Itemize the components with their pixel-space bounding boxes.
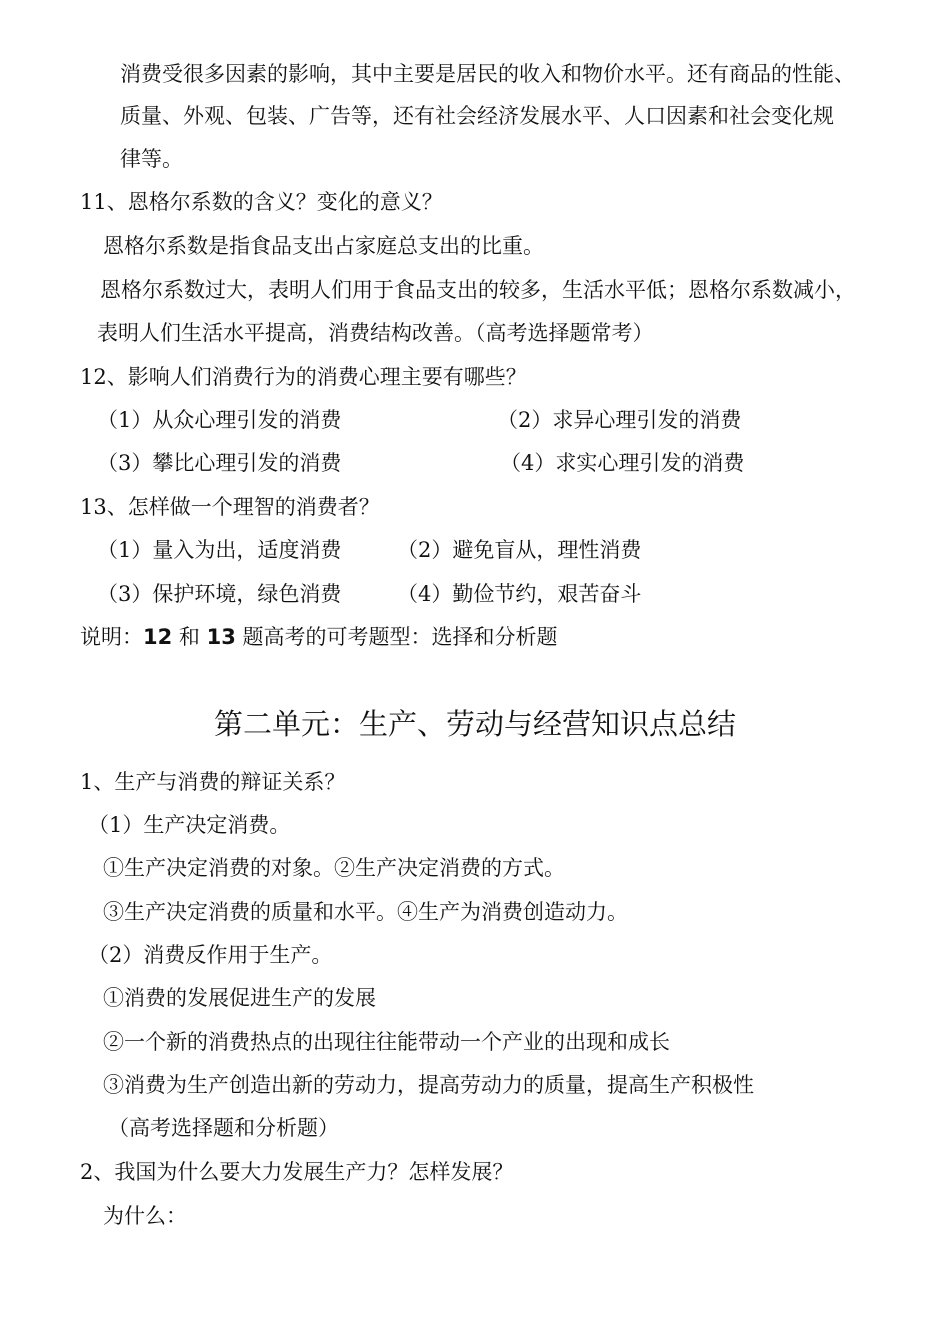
question-title: 1、生产与消费的辩证关系？ bbox=[80, 770, 346, 794]
paragraph-line: 消费受很多因素的影响，其中主要是居民的收入和物价水平。还有商品的性能、 bbox=[120, 62, 855, 86]
answer-line: 恩格尔系数是指食品支出占家庭总支出的比重。 bbox=[103, 234, 544, 258]
note-number-12: 12 bbox=[143, 625, 173, 649]
list-item: （1）从众心理引发的消费 bbox=[97, 408, 342, 432]
list-item: （2）避免盲从，理性消费 bbox=[397, 538, 642, 562]
answer-line: ②一个新的消费热点的出现往往能带动一个产业的出现和成长 bbox=[103, 1030, 670, 1054]
note-number-13: 13 bbox=[206, 625, 236, 649]
list-item: （1）量入为出，适度消费 bbox=[97, 538, 342, 562]
question-title: 13、怎样做一个理智的消费者？ bbox=[80, 495, 380, 519]
answer-line: ③生产决定消费的质量和水平。④生产为消费创造动力。 bbox=[103, 900, 628, 924]
answer-line: （高考选择题和分析题） bbox=[108, 1116, 339, 1140]
list-item: （4）求实心理引发的消费 bbox=[500, 451, 745, 475]
list-item: （2）求异心理引发的消费 bbox=[497, 408, 742, 432]
answer-line: ①生产决定消费的对象。②生产决定消费的方式。 bbox=[103, 856, 565, 880]
subsection-title: （2）消费反作用于生产。 bbox=[88, 943, 333, 967]
note-line bbox=[80, 623, 558, 651]
paragraph-line: 律等。 bbox=[120, 147, 183, 171]
unit-heading: 第二单元：生产、劳动与经营知识点总结 bbox=[213, 707, 736, 741]
answer-line: 恩格尔系数过大，表明人们用于食品支出的较多，生活水平低；恩格尔系数减小， bbox=[100, 278, 856, 302]
note-prefix: 说明： bbox=[80, 625, 143, 649]
question-title: 11、恩格尔系数的含义？变化的意义？ bbox=[80, 190, 443, 214]
list-item: （4）勤俭节约，艰苦奋斗 bbox=[397, 582, 642, 606]
note-mid: 和 bbox=[172, 625, 207, 649]
paragraph-line: 质量、外观、包装、广告等，还有社会经济发展水平、人口因素和社会变化规 bbox=[120, 104, 834, 128]
question-title: 12、影响人们消费行为的消费心理主要有哪些？ bbox=[80, 365, 527, 389]
answer-line: ③消费为生产创造出新的劳动力，提高劳动力的质量，提高生产积极性 bbox=[103, 1073, 754, 1097]
note-suffix: 题高考的可考题型：选择和分析题 bbox=[235, 625, 558, 649]
answer-line: ①消费的发展促进生产的发展 bbox=[103, 986, 376, 1010]
subsection-title: （1）生产决定消费。 bbox=[88, 813, 291, 837]
question-title: 2、我国为什么要大力发展生产力？怎样发展？ bbox=[80, 1160, 514, 1184]
list-item: （3）攀比心理引发的消费 bbox=[97, 451, 342, 475]
answer-line: 表明人们生活水平提高，消费结构改善。（高考选择题常考） bbox=[97, 321, 654, 345]
answer-line: 为什么： bbox=[103, 1204, 187, 1228]
list-item: （3）保护环境，绿色消费 bbox=[97, 582, 342, 606]
